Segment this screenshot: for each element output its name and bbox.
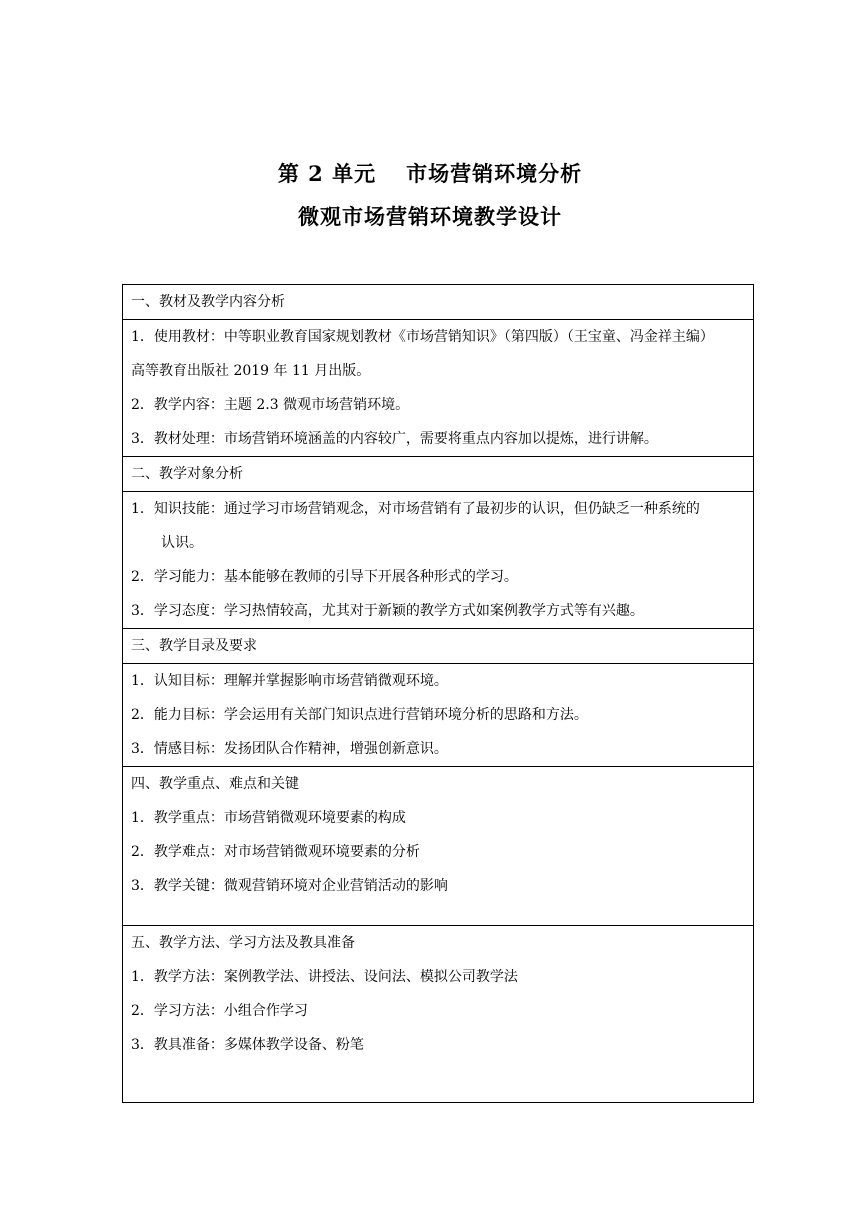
list-item: 3．学习态度：学习热情较高，尤其对于新颖的教学方式如案例教学方式等有兴趣。 — [131, 603, 644, 619]
section-content-row — [123, 664, 754, 767]
section-content-row — [123, 320, 754, 457]
section-row — [123, 926, 754, 1103]
list-item-continuation: 高等教育出版社 2019 年 11 月出版。 — [131, 363, 371, 379]
section-header-row — [123, 629, 754, 664]
spacer — [131, 903, 745, 925]
section-header: 四、教学重点、难点和关键 — [131, 776, 299, 792]
section-content — [123, 926, 754, 1103]
list-item: 1．使用教材：中等职业教育国家规划教材《市场营销知识》（第四版）（王宝童、冯金祥主编） — [131, 329, 714, 345]
section-header-row — [123, 285, 754, 320]
list-item: 1．认知目标：理解并掌握影响市场营销微观环境。 — [131, 673, 448, 689]
list-item: 3．教学关键：微观营销环境对企业营销活动的影响 — [131, 878, 448, 894]
section-header: 五、教学方法、学习方法及教具准备 — [131, 935, 355, 951]
list-item-continuation: 认识。 — [161, 535, 203, 551]
unit-number: 第 2 单元 — [277, 161, 377, 186]
section-header: 一、教材及教学内容分析 — [123, 285, 754, 320]
section-row — [123, 767, 754, 926]
list-item: 3．情感目标：发扬团队合作精神，增强创新意识。 — [131, 741, 448, 757]
list-item: 1．教学方法：案例教学法、讲授法、设问法、模拟公司教学法 — [131, 969, 518, 985]
list-item: 2．学习方法：小组合作学习 — [131, 1003, 308, 1019]
page-title — [0, 158, 860, 188]
section-content-row — [123, 492, 754, 629]
section-content — [123, 767, 754, 926]
section-content — [123, 664, 754, 767]
list-item: 2．能力目标：学会运用有关部门知识点进行营销环境分析的思路和方法。 — [131, 707, 588, 723]
section-content — [123, 320, 754, 457]
list-item: 1．知识技能：通过学习市场营销观念，对市场营销有了最初步的认识，但仍缺乏一种系统的 — [131, 501, 700, 517]
section-header: 三、教学目录及要求 — [123, 629, 754, 664]
list-item: 2．教学难点：对市场营销微观环境要素的分析 — [131, 844, 420, 860]
spacer — [131, 1062, 745, 1102]
list-item: 2．学习能力：基本能够在教师的引导下开展各种形式的学习。 — [131, 569, 518, 585]
list-item: 3．教材处理：市场营销环境涵盖的内容较广，需要将重点内容加以提炼，进行讲解。 — [131, 431, 658, 447]
page-subtitle: 微观市场营销环境教学设计 — [298, 204, 562, 229]
section-content — [123, 492, 754, 629]
section-header-row — [123, 457, 754, 492]
list-item: 3．教具准备：多媒体教学设备、粉笔 — [131, 1037, 364, 1053]
section-header: 二、教学对象分析 — [123, 457, 754, 492]
list-item: 2．教学内容：主题 2.3 微观市场营销环境。 — [131, 397, 410, 413]
list-item: 1．教学重点：市场营销微观环境要素的构成 — [131, 810, 406, 826]
lesson-plan-table — [122, 284, 754, 1103]
unit-name: 市场营销环境分析 — [406, 161, 583, 186]
